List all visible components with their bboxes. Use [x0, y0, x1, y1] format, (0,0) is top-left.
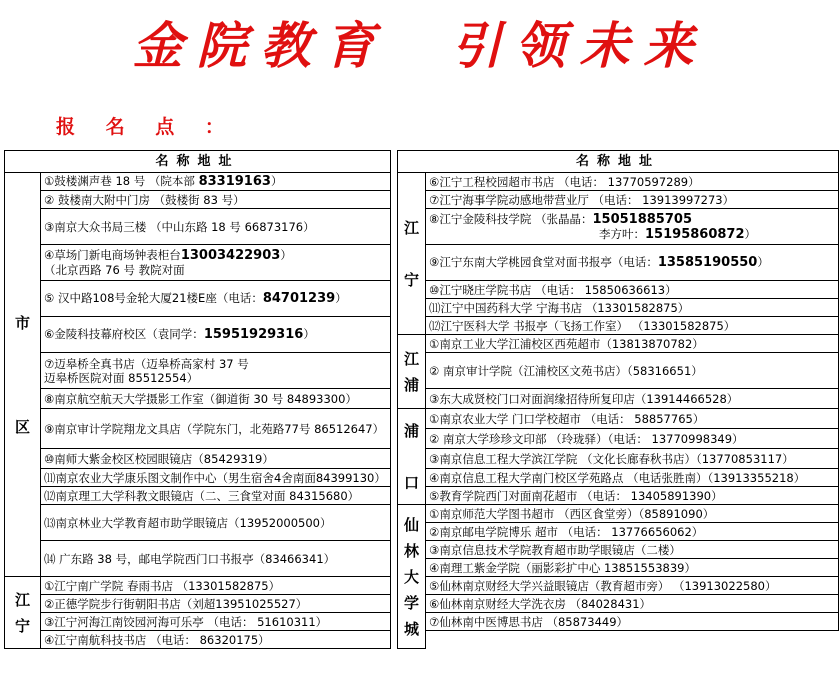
right-list-item: ③南京信息技术学院教育超市助学眼镜店（二楼） — [426, 541, 839, 559]
registration-points-label: 报 名 点 ： — [56, 116, 236, 138]
left-list-item: ④草场门新电商场钟表柜台13003422903） （北京西路 76 号 教院对面 — [41, 245, 391, 281]
left-column-header: 名称地址 — [5, 151, 391, 173]
left-list-item: ⑩南师大紫金校区校园眼镜店（85429319） — [41, 449, 391, 469]
right-list-item: ①南京师范大学图书超市 （西区食堂旁）（85891090） — [426, 505, 839, 523]
right-list-item: ⑦江宁海事学院动感地带营业厅 （电话： 13913997273） — [426, 191, 839, 209]
left-list-item: ⑨南京审计学院翔龙文具店（学院东门，北苑路77号 86512647） — [41, 409, 391, 449]
right-list-item: ④南理工紫金学院（丽影彩扩中心 13851553839） — [426, 559, 839, 577]
right-list-item: ⑨江宁东南大学桃园食堂对面书报亭（电话：13585190550） — [426, 245, 839, 281]
right-list-item: ⑥江宁工程校园超市书店 （电话： 13770597289） — [426, 173, 839, 191]
area-label-shiqu: 市 区 — [5, 173, 41, 577]
registration-points-table — [4, 150, 839, 649]
right-list-item: ⑧江宁金陵科技学院 （张晶晶：15051885705 李方叶：15195860872） — [426, 209, 839, 245]
area-label-jiangpu: 江 浦 — [398, 335, 426, 409]
area-label-pukou: 浦 口 — [398, 409, 426, 505]
right-list-item: ② 南京大学珍珍文印部 （玲珑驿）（电话： 13770998349） — [426, 429, 839, 449]
right-list-item: ⑾江宁中国药科大学 宁海书店 （13301582875） — [426, 299, 839, 317]
right-list-item: ①南京工业大学江浦校区西苑超市（13813870782） — [426, 335, 839, 353]
left-list-item: ⑧南京航空航天大学摄影工作室（御道街 30 号 84893300） — [41, 389, 391, 409]
left-list-item: ①江宁南广学院 春雨书店 （13301582875） — [41, 577, 391, 595]
left-list-item: ④江宁南航科技书店 （电话： 86320175） — [41, 631, 391, 649]
left-list-item: ⑾南京农业大学康乐图文制作中心（男生宿舍4舍南面84399130） — [41, 469, 391, 487]
area-label-jiangning-left: 江 宁 — [5, 577, 41, 649]
right-list-item: ⑤仙林南京财经大学兴益眼镜店（教育超市旁） （13913022580） — [426, 577, 839, 595]
left-list-item: ⑥金陵科技幕府校区（袁同学：15951929316） — [41, 317, 391, 353]
right-list-item: ④南京信息工程大学南门校区学苑路点 （电话张胜南）（13913355218） — [426, 469, 839, 487]
right-list-item: ③南京信息工程大学滨江学院 （文化长廊春秋书店）（13770853117） — [426, 449, 839, 469]
right-list-item: ⑤教育学院西门对面南花超市 （电话： 13405891390） — [426, 487, 839, 505]
right-list-item: ⑿江宁医科大学 书报亭（飞扬工作室） （13301582875） — [426, 317, 839, 335]
right-column-header: 名称地址 — [398, 151, 839, 173]
left-list-item: ⒀南京林业大学教育超市助学眼镜店（13952000500） — [41, 505, 391, 541]
left-list-item: ②正德学院步行街朝阳书店（刘超13951025527） — [41, 595, 391, 613]
right-list-item: ①南京农业大学 门口学校超市 （电话： 58857765） — [426, 409, 839, 429]
left-list-item: ⑿南京理工大学科教文眼镜店（二、三食堂对面 84315680） — [41, 487, 391, 505]
right-list-item: ⑥仙林南京财经大学洗衣房 （84028431） — [426, 595, 839, 613]
right-list-item: ⑩江宁晓庄学院书店 （电话： 15850636613） — [426, 281, 839, 299]
left-list-item: ③南京大众书局三楼 （中山东路 18 号 66873176） — [41, 209, 391, 245]
area-label-jiangning-right: 江 宁 — [398, 173, 426, 335]
left-list-item: ⑤ 汉中路108号金轮大厦21楼E座（电话：84701239） — [41, 281, 391, 317]
left-list-item: ①鼓楼渊声巷 18 号 （院本部 83319163） — [41, 173, 391, 191]
slogan-title: 金院教育 引领未来 — [132, 16, 708, 75]
right-list-item: ⑦仙林南中医博思书店 （85873449） — [426, 613, 839, 631]
right-list-item: ② 南京审计学院（江浦校区文苑书店）（58316651） — [426, 353, 839, 389]
left-list-item: ⑦迈皋桥全真书店（迈皋桥高家村 37 号 迈皋桥医院对面 85512554） — [41, 353, 391, 389]
right-list-item: ②南京邮电学院博乐 超市 （电话： 13776656062） — [426, 523, 839, 541]
left-list-item: ③江宁河海江南饺园河海可乐亭 （电话： 51610311） — [41, 613, 391, 631]
area-label-xianlin: 仙 林 大 学 城 — [398, 505, 426, 649]
right-list-item: ③东大成贤校门口对面润缘招待所复印店（13914466528） — [426, 389, 839, 409]
left-list-item: ② 鼓楼南大附中门房 （鼓楼街 83 号） — [41, 191, 391, 209]
left-list-item: ⒁ 广东路 38 号，邮电学院西门口书报亭（83466341） — [41, 541, 391, 577]
